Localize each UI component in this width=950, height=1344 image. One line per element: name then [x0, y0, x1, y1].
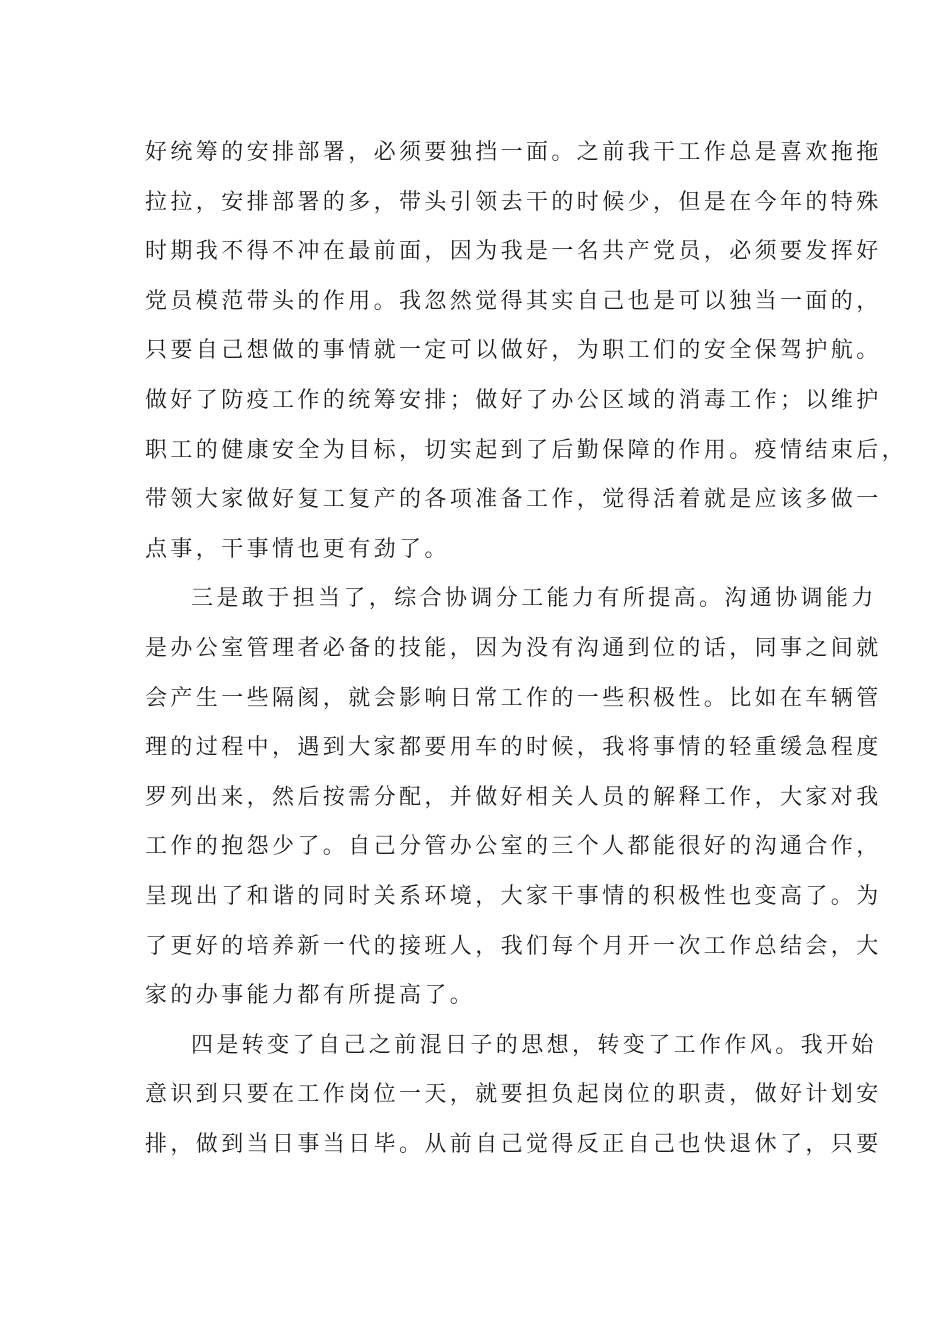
- text-line: 工作的抱怨少了。自己分管办公室的三个人都能很好的沟通合作，: [145, 834, 882, 860]
- text-line: 时期我不得不冲在最前面，因为我是一名共产党员，必须要发挥好: [145, 239, 882, 265]
- text-line: 职工的健康安全为目标，切实起到了后勤保障的作用。疫情结束后，: [145, 437, 908, 463]
- text-line: 拉拉，安排部署的多，带头引领去干的时候少，但是在今年的特殊: [145, 189, 882, 215]
- text-line: 理的过程中，遇到大家都要用车的时候，我将事情的轻重缓急程度: [145, 735, 882, 761]
- text-line: 只要自己想做的事情就一定可以做好，为职工们的安全保驾护航。: [145, 338, 882, 364]
- text-line: 会产生一些隔阂，就会影响日常工作的一些积极性。比如在车辆管: [145, 685, 882, 711]
- text-line: 罗列出来，然后按需分配，并做好相关人员的解释工作，大家对我: [145, 784, 882, 810]
- text-line: 呈现出了和谐的同时关系环境，大家干事情的积极性也变高了。为: [145, 883, 882, 909]
- text-line: 是办公室管理者必备的技能，因为没有沟通到位的话，同事之间就: [145, 635, 882, 661]
- text-line: 党员模范带头的作用。我忽然觉得其实自己也是可以独当一面的，: [145, 288, 882, 314]
- text-line: 意识到只要在工作岗位一天，就要担负起岗位的职责，做好计划安: [145, 1082, 882, 1108]
- text-line: 了更好的培养新一代的接班人，我们每个月开一次工作总结会，大: [145, 933, 882, 959]
- body-text: [145, 128, 908, 1169]
- text-line: 带领大家做好复工复产的各项准备工作，觉得活着就是应该多做一: [145, 487, 882, 513]
- text-line: 好统筹的安排部署，必须要独挡一面。之前我干工作总是喜欢拖拖: [145, 140, 882, 165]
- text-line: 点事，干事情也更有劲了。: [145, 536, 450, 562]
- text-line: 排，做到当日事当日毕。从前自己觉得反正自己也快退休了，只要: [145, 1131, 882, 1157]
- text-line: 家的办事能力都有所提高了。: [145, 983, 476, 1009]
- paragraph-start-line: 三是敢于担当了，综合协调分工能力有所提高。沟通协调能力: [191, 586, 877, 612]
- paragraph-start-line: 四是转变了自己之前混日子的思想，转变了工作作风。我开始: [191, 1032, 877, 1058]
- text-line: 做好了防疫工作的统筹安排；做好了办公区域的消毒工作；以维护: [145, 387, 882, 413]
